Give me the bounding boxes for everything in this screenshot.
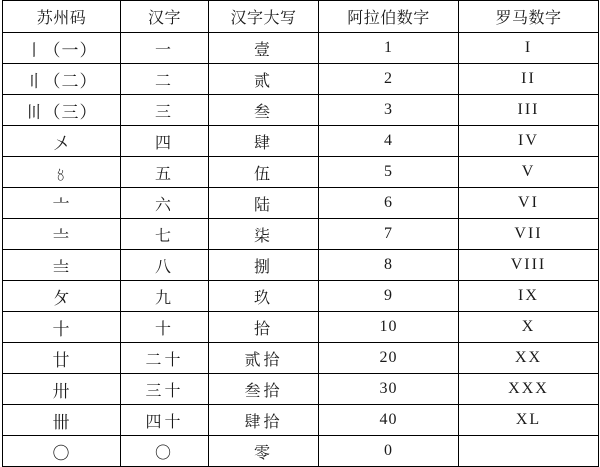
table-row: [3, 405, 599, 436]
cell-hanzi: 八: [121, 250, 209, 281]
cell-arabic: 7: [319, 219, 459, 250]
cell-hanzi-upper: 柒: [209, 219, 319, 250]
cell-arabic: 1: [319, 33, 459, 64]
cell-roman: IX: [459, 281, 599, 312]
cell-hanzi: 一: [121, 33, 209, 64]
cell-suzhou: 〧: [3, 219, 121, 250]
column-header-roman: 罗马数字: [459, 1, 599, 33]
cell-roman: VIII: [459, 250, 599, 281]
cell-arabic: 10: [319, 312, 459, 343]
table-row: [3, 219, 599, 250]
cell-hanzi-upper: 叁拾: [209, 374, 319, 405]
table-row: [3, 95, 599, 126]
cell-suzhou: 〨: [3, 250, 121, 281]
cell-arabic: 4: [319, 126, 459, 157]
cell-arabic: 2: [319, 64, 459, 95]
table-row: [3, 374, 599, 405]
cell-hanzi-upper: 玖: [209, 281, 319, 312]
cell-suzhou: 廿: [3, 343, 121, 374]
cell-roman: II: [459, 64, 599, 95]
table-body: [3, 33, 599, 467]
cell-hanzi-upper: 陆: [209, 188, 319, 219]
table-row: [3, 64, 599, 95]
cell-hanzi: 十: [121, 312, 209, 343]
cell-roman: XL: [459, 405, 599, 436]
cell-arabic: 20: [319, 343, 459, 374]
cell-hanzi-upper: 拾: [209, 312, 319, 343]
table-row: [3, 281, 599, 312]
cell-hanzi-upper: 贰拾: [209, 343, 319, 374]
cell-arabic: 0: [319, 436, 459, 467]
cell-hanzi-upper: 零: [209, 436, 319, 467]
cell-roman: III: [459, 95, 599, 126]
cell-suzhou: 〡（一）: [3, 33, 121, 64]
cell-suzhou: 卅: [3, 374, 121, 405]
cell-hanzi: 六: [121, 188, 209, 219]
cell-suzhou: 〥: [3, 157, 121, 188]
cell-roman: VII: [459, 219, 599, 250]
cell-suzhou: 〢（二）: [3, 64, 121, 95]
cell-roman: VI: [459, 188, 599, 219]
cell-hanzi-upper: 壹: [209, 33, 319, 64]
cell-hanzi: 四十: [121, 405, 209, 436]
cell-hanzi: 〇: [121, 436, 209, 467]
cell-arabic: 40: [319, 405, 459, 436]
cell-suzhou: 〦: [3, 188, 121, 219]
cell-suzhou: 〩: [3, 281, 121, 312]
cell-suzhou: 〣（三）: [3, 95, 121, 126]
cell-arabic: 30: [319, 374, 459, 405]
cell-hanzi-upper: 贰: [209, 64, 319, 95]
cell-hanzi: 三十: [121, 374, 209, 405]
cell-roman: XX: [459, 343, 599, 374]
table-row: [3, 188, 599, 219]
cell-hanzi: 二十: [121, 343, 209, 374]
table-row: [3, 126, 599, 157]
table-row: [3, 157, 599, 188]
column-header-arabic: 阿拉伯数字: [319, 1, 459, 33]
table-row: [3, 436, 599, 467]
cell-hanzi: 四: [121, 126, 209, 157]
column-header-hanzi: 汉字: [121, 1, 209, 33]
cell-hanzi: 七: [121, 219, 209, 250]
cell-hanzi: 九: [121, 281, 209, 312]
cell-roman: X: [459, 312, 599, 343]
cell-roman: I: [459, 33, 599, 64]
cell-arabic: 8: [319, 250, 459, 281]
column-header-suzhou: 苏州码: [3, 1, 121, 33]
cell-hanzi-upper: 叁: [209, 95, 319, 126]
cell-roman: V: [459, 157, 599, 188]
cell-roman: [459, 436, 599, 467]
cell-hanzi: 二: [121, 64, 209, 95]
numeral-comparison-table: [2, 0, 599, 467]
table-header-row: [3, 1, 599, 33]
cell-suzhou: 卌: [3, 405, 121, 436]
table-row: [3, 312, 599, 343]
table-header: [3, 1, 599, 33]
table-row: [3, 343, 599, 374]
cell-hanzi-upper: 伍: [209, 157, 319, 188]
cell-arabic: 3: [319, 95, 459, 126]
cell-suzhou: 〇: [3, 436, 121, 467]
cell-arabic: 6: [319, 188, 459, 219]
column-header-hanzi-upper: 汉字大写: [209, 1, 319, 33]
cell-suzhou: 〤: [3, 126, 121, 157]
cell-hanzi: 五: [121, 157, 209, 188]
cell-hanzi-upper: 肆: [209, 126, 319, 157]
cell-roman: XXX: [459, 374, 599, 405]
table-row: [3, 250, 599, 281]
table-row: [3, 33, 599, 64]
cell-roman: IV: [459, 126, 599, 157]
cell-hanzi-upper: 捌: [209, 250, 319, 281]
cell-suzhou: 十: [3, 312, 121, 343]
cell-hanzi-upper: 肆拾: [209, 405, 319, 436]
cell-arabic: 9: [319, 281, 459, 312]
cell-hanzi: 三: [121, 95, 209, 126]
cell-arabic: 5: [319, 157, 459, 188]
